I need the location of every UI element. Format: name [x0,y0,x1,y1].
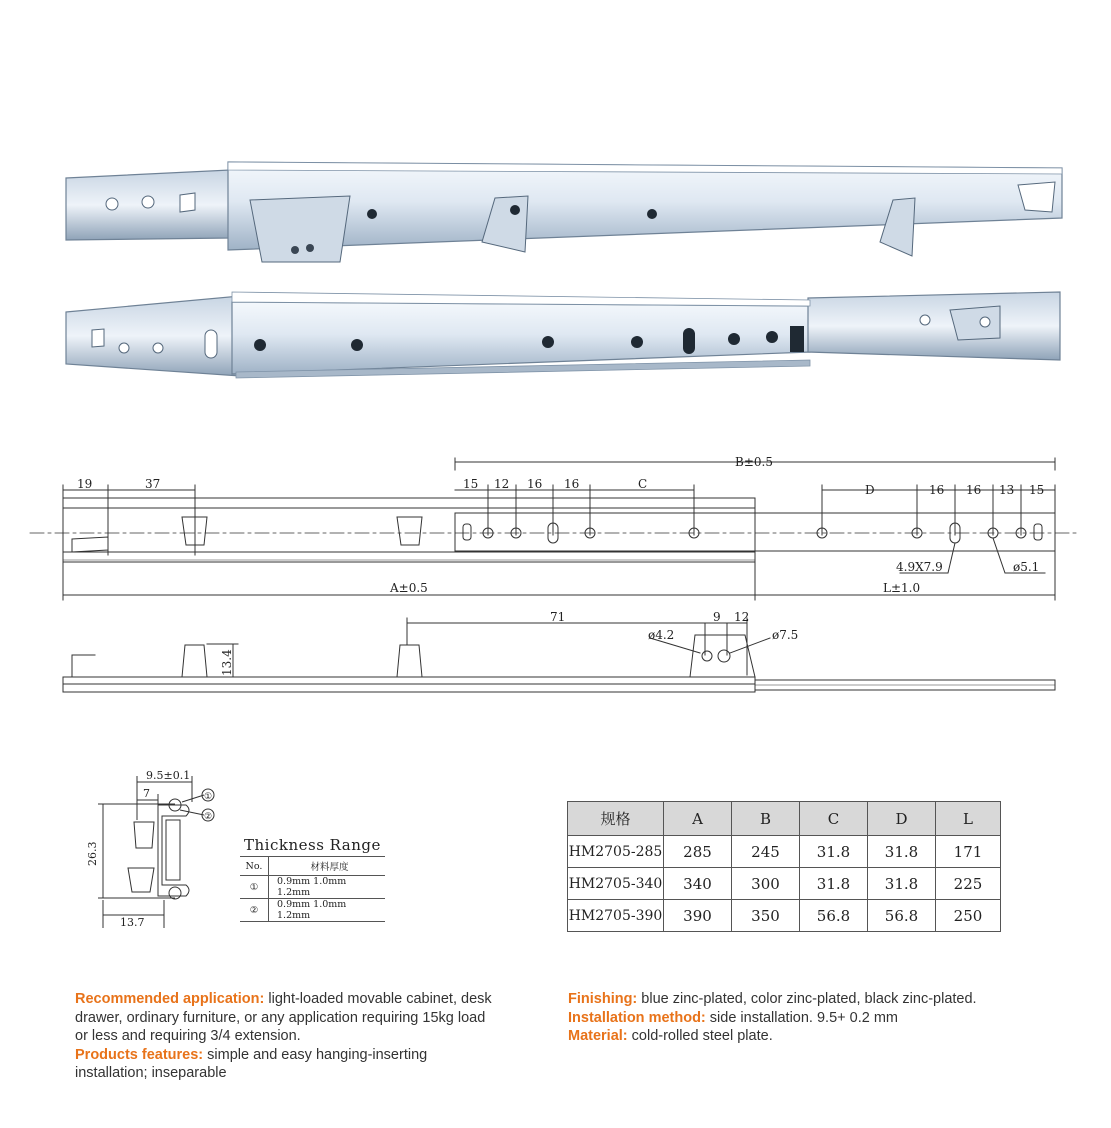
material-label: Material: [568,1028,628,1044]
installation-label: Installation method: [568,1009,706,1026]
thickness-row-no: ① [240,876,269,899]
spec-header-b: B [732,802,800,836]
spec-cell: 390 [664,900,732,932]
dim-b: B±0.5 [735,455,773,469]
finishing-text: blue zinc-plated, color zinc-plated, black zinc-plated. [637,991,977,1007]
dim-w137: 13.7 [120,916,145,929]
spec-cell: 31.8 [800,868,868,900]
spec-header-c: C [800,802,868,836]
thickness-range [240,836,385,922]
thickness-row [240,899,385,922]
thickness-header-row [240,857,385,876]
features-label: Products features: [75,1046,204,1063]
material-text: cold-rolled steel plate. [627,1028,773,1044]
upper-rail-image [66,162,1062,262]
dim-19: 19 [77,477,93,491]
spec-cell: 56.8 [800,900,868,932]
spec-cell: 250 [936,900,1001,932]
dim-13: 13 [999,483,1015,497]
technical-drawing [0,440,1111,720]
dim-15b: 15 [1029,483,1045,497]
dim-h75: ø7.5 [772,628,799,642]
dim-16a: 16 [527,477,543,491]
spec-cell: 171 [936,836,1001,868]
dim-16d: 16 [966,483,982,497]
dim-l: L±1.0 [883,581,921,595]
dim-16b: 16 [564,477,580,491]
dim-w7: 7 [143,787,150,800]
notes-right [568,990,1038,1046]
spec-row [568,836,1001,868]
dim-134: 13.4 [220,649,234,676]
spec-cell: 56.8 [868,900,936,932]
spec-header-a: A [664,802,732,836]
marker-1: ① [204,792,213,802]
installation-text: side installation. 9.5+ 0.2 mm [705,1009,898,1026]
spec-row [568,900,1001,932]
features-text: simple and easy hanging-inserting installation; inseparable [75,1046,428,1081]
product-photo [0,0,1111,400]
dim-hole: ø5.1 [1013,560,1040,574]
spec-cell: HM2705-285 [568,836,664,868]
spec-cell: 300 [732,868,800,900]
spec-cell: 31.8 [800,836,868,868]
spec-header-d: D [868,802,936,836]
dim-15a: 15 [463,477,479,491]
dim-slot: 4.9X7.9 [896,560,943,574]
top-view-labels [77,455,1044,595]
thickness-row-no: ② [240,899,269,922]
spec-header-l: L [936,802,1001,836]
spec-cell: 245 [732,836,800,868]
dim-w95: 9.5±0.1 [146,769,191,782]
profile-section-drawing [80,760,230,935]
side-view-drawing [63,618,1055,692]
dim-9: 9 [713,610,721,624]
side-view-labels [220,610,798,676]
thickness-no-header: No. [240,857,269,876]
spec-cell: 350 [732,900,800,932]
top-view-drawing [30,458,1080,600]
spec-cell: 340 [664,868,732,900]
spec-cell: 225 [936,868,1001,900]
dim-d: D [865,483,875,497]
dim-a: A±0.5 [390,581,428,595]
spec-cell: 285 [664,836,732,868]
spec-cell: 31.8 [868,868,936,900]
thickness-title: Thickness Range [244,836,381,854]
dim-12a: 12 [494,477,510,491]
spec-cell: HM2705-390 [568,900,664,932]
spec-header-row [568,802,1001,836]
finishing-label: Finishing: [568,991,638,1007]
dim-12: 12 [734,610,750,624]
spec-row [568,868,1001,900]
dim-h263: 26.3 [86,841,99,866]
dim-37: 37 [145,477,161,491]
thickness-table [240,856,385,922]
spec-table [567,801,1001,932]
thickness-material-header: 材料厚度 [269,857,386,876]
dim-c: C [638,477,648,491]
spec-cell: HM2705-340 [568,868,664,900]
thickness-row-value: 0.9mm 1.0mm 1.2mm [269,899,386,922]
recommended-text: light-loaded movable cabinet, desk drawer, ordinary furniture, or any application requiring 15kg load or less and requiring 3/4 extension. [75,991,492,1044]
lower-rail-image [66,292,1060,378]
dim-h42: ø4.2 [648,628,675,642]
recommended-label: Recommended application: [75,991,265,1007]
marker-2: ② [204,812,213,822]
dim-16c: 16 [929,483,945,497]
thickness-row-value: 0.9mm 1.0mm 1.2mm [269,876,386,899]
notes-left [75,990,495,1083]
spec-header-model: 规格 [568,802,664,836]
dim-71: 71 [550,610,566,624]
thickness-row [240,876,385,899]
spec-cell: 31.8 [868,836,936,868]
